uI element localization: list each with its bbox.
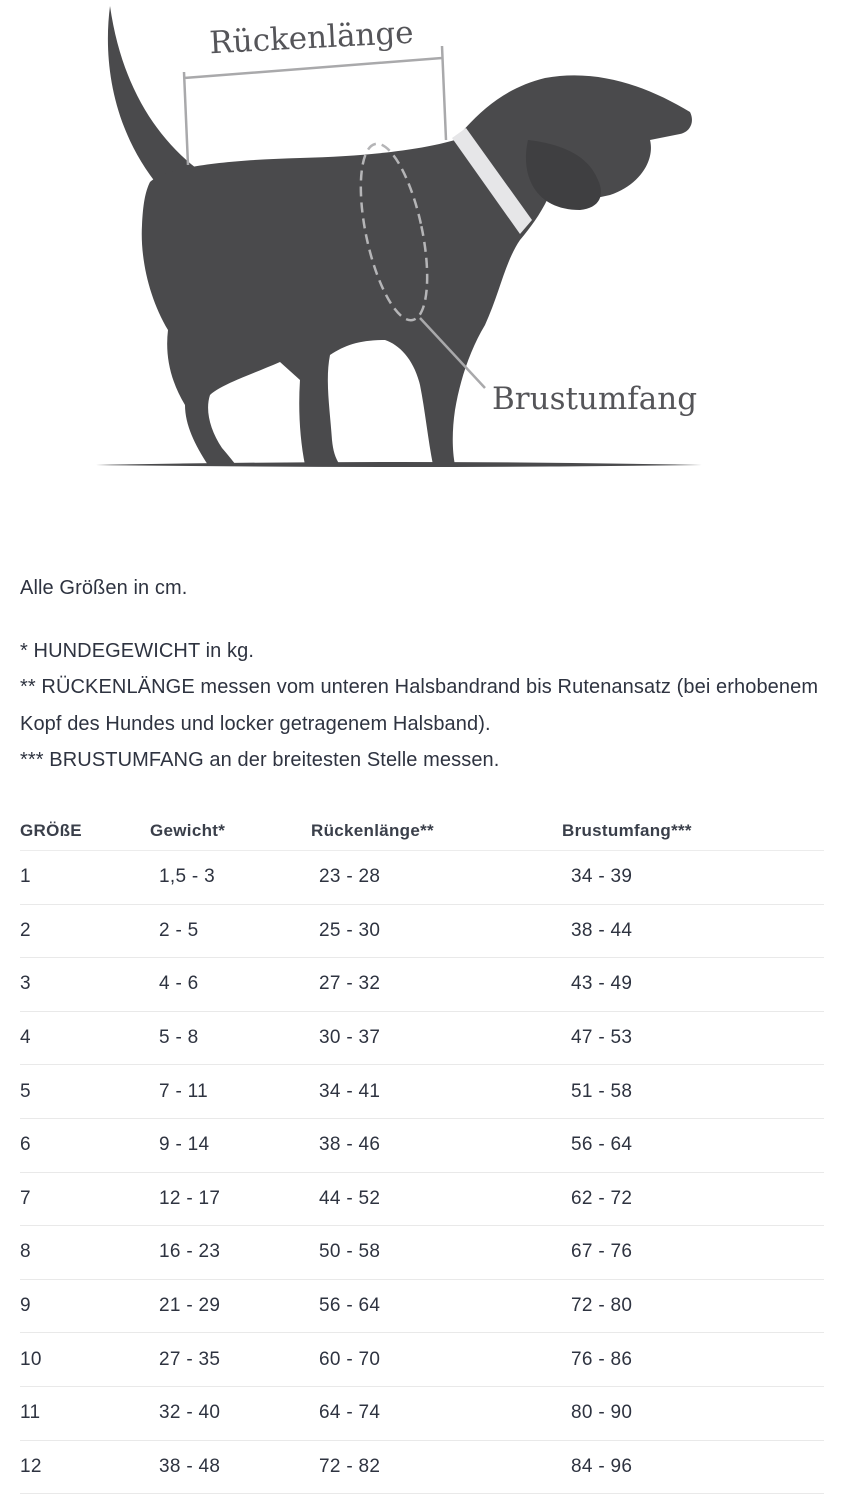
table-row — [20, 1226, 824, 1280]
cell-chest: 56 - 64 — [562, 1118, 824, 1172]
table-row — [20, 1279, 824, 1333]
weight-note: * HUNDEGEWICHT in kg. — [20, 639, 254, 662]
header-size: GRÖßE — [20, 812, 150, 851]
cell-size: 2 — [20, 904, 150, 958]
units-note: Alle Größen in cm. — [20, 577, 188, 599]
cell-size: 4 — [20, 1011, 150, 1065]
table-header-row — [20, 812, 824, 851]
table-row — [20, 1118, 824, 1172]
dog-tail — [108, 6, 196, 188]
table-row — [20, 904, 824, 958]
cell-back-length: 25 - 30 — [310, 904, 562, 958]
cell-back-length: 30 - 37 — [310, 1011, 562, 1065]
cell-back-length: 44 - 52 — [310, 1172, 562, 1226]
cell-weight: 2 - 5 — [150, 904, 310, 958]
chest-label: Brustumfang — [492, 381, 698, 417]
cell-weight: 21 - 29 — [150, 1279, 310, 1333]
cell-size: 6 — [20, 1118, 150, 1172]
size-table — [20, 812, 824, 1494]
back-length-note: ** RÜCKENLÄNGE messen vom unteren Halsbandrand bis Rutenansatz (bei erhobenem Kopf des Hundes und locker getragenem Halsband). — [20, 676, 819, 735]
cell-chest: 76 - 86 — [562, 1333, 824, 1387]
cell-chest: 72 - 80 — [562, 1279, 824, 1333]
cell-weight: 32 - 40 — [150, 1386, 310, 1440]
cell-weight: 9 - 14 — [150, 1118, 310, 1172]
cell-chest: 51 - 58 — [562, 1065, 824, 1119]
ground-line — [96, 462, 702, 467]
size-guide-notes — [20, 570, 830, 779]
cell-weight: 27 - 35 — [150, 1333, 310, 1387]
table-row — [20, 1011, 824, 1065]
cell-size: 1 — [20, 851, 150, 905]
cell-weight: 4 - 6 — [150, 958, 310, 1012]
cell-chest: 43 - 49 — [562, 958, 824, 1012]
cell-size: 12 — [20, 1440, 150, 1494]
header-back-length: Rückenlänge** — [310, 812, 562, 851]
cell-size: 8 — [20, 1226, 150, 1280]
cell-chest: 67 - 76 — [562, 1226, 824, 1280]
cell-chest: 62 - 72 — [562, 1172, 824, 1226]
cell-back-length: 56 - 64 — [310, 1279, 562, 1333]
cell-weight: 12 - 17 — [150, 1172, 310, 1226]
cell-back-length: 38 - 46 — [310, 1118, 562, 1172]
cell-chest: 80 - 90 — [562, 1386, 824, 1440]
cell-back-length: 23 - 28 — [310, 851, 562, 905]
table-row — [20, 1333, 824, 1387]
cell-size: 9 — [20, 1279, 150, 1333]
back-length-measure-line — [184, 46, 446, 165]
cell-size: 5 — [20, 1065, 150, 1119]
back-length-label: Rückenlänge — [208, 14, 415, 62]
table-row — [20, 958, 824, 1012]
header-weight: Gewicht* — [150, 812, 310, 851]
table-row — [20, 1440, 824, 1494]
dog-silhouette-image — [0, 0, 846, 500]
dog-measurement-illustration — [0, 0, 846, 500]
cell-weight: 1,5 - 3 — [150, 851, 310, 905]
cell-weight: 38 - 48 — [150, 1440, 310, 1494]
cell-back-length: 60 - 70 — [310, 1333, 562, 1387]
header-chest: Brustumfang*** — [562, 812, 824, 851]
table-row — [20, 851, 824, 905]
cell-back-length: 34 - 41 — [310, 1065, 562, 1119]
cell-weight: 5 - 8 — [150, 1011, 310, 1065]
cell-chest: 34 - 39 — [562, 851, 824, 905]
cell-chest: 84 - 96 — [562, 1440, 824, 1494]
cell-chest: 47 - 53 — [562, 1011, 824, 1065]
cell-back-length: 64 - 74 — [310, 1386, 562, 1440]
cell-size: 7 — [20, 1172, 150, 1226]
cell-chest: 38 - 44 — [562, 904, 824, 958]
table-row — [20, 1386, 824, 1440]
cell-back-length: 27 - 32 — [310, 958, 562, 1012]
cell-back-length: 50 - 58 — [310, 1226, 562, 1280]
cell-size: 11 — [20, 1386, 150, 1440]
table-row — [20, 1065, 824, 1119]
cell-weight: 7 - 11 — [150, 1065, 310, 1119]
table-row — [20, 1172, 824, 1226]
cell-weight: 16 - 23 — [150, 1226, 310, 1280]
cell-back-length: 72 - 82 — [310, 1440, 562, 1494]
cell-size: 3 — [20, 958, 150, 1012]
chest-note: *** BRUSTUMFANG an der breitesten Stelle messen. — [20, 749, 500, 771]
cell-size: 10 — [20, 1333, 150, 1387]
